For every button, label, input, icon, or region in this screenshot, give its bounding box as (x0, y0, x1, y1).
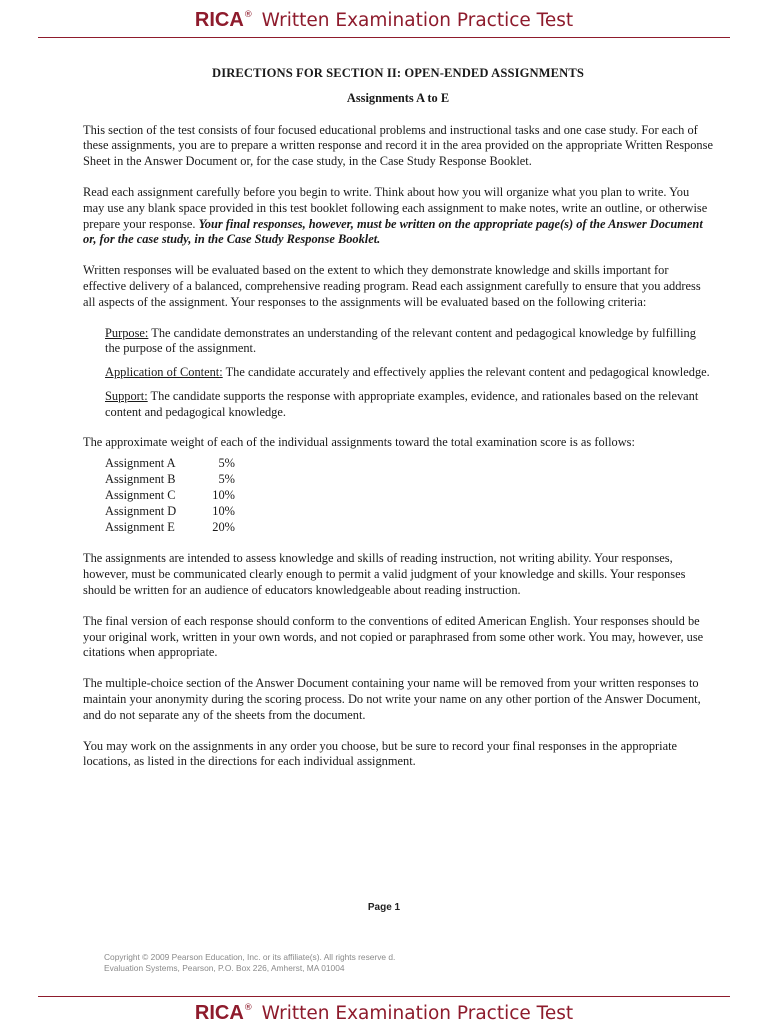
criterion-label: Purpose: (105, 325, 149, 340)
registered-mark: ® (243, 10, 253, 20)
criterion-application (105, 365, 713, 381)
criterion-label: Application of Content: (105, 365, 223, 380)
weight-value: 10% (212, 488, 235, 503)
weight-name: Assignment A (105, 456, 176, 471)
section-title: DIRECTIONS FOR SECTION II: OPEN-ENDED ASSIGNMENTS (212, 66, 584, 80)
criterion-text: The candidate demonstrates an understanding of the relevant content and pedagogical knowledge by fulfilling the purpose of the assignment. (105, 325, 696, 356)
weight-row (105, 456, 713, 472)
copyright-line: Copyright © 2009 Pearson Education, Inc. or its affiliate(s). All rights reserve d. (104, 952, 396, 962)
paragraph-assessment: The assignments are intended to assess knowledge and skills of reading instruction, not writing ability. Your responses, however, must be communicated clearly enough to permit a valid judgment of your knowledge and skills. Your responses should be written for an audience of educators knowledgeable about reading instruction. (83, 551, 686, 597)
weight-row (105, 472, 713, 488)
weight-row (105, 504, 713, 520)
paragraph-evaluation: Written responses will be evaluated based on the extent to which they demonstrate knowledge and skills important for effective delivery of a balanced, comprehensive reading program. Read each assignment carefully to ensure that you address all aspects of the assignment. Your responses to the assignments will be evaluated based on the following criteria: (83, 263, 701, 309)
header-title: Written Examination Practice Test (261, 10, 574, 31)
page-number: Page 1 (367, 902, 401, 913)
header-divider (38, 37, 730, 38)
weight-row (105, 488, 713, 504)
criterion-label: Support: (105, 388, 148, 403)
criterion-support (105, 389, 713, 421)
section-subtitle: Assignments A to E (346, 90, 450, 105)
address-line: Evaluation Systems, Pearson, P.O. Box 226, Amherst, MA 01004 (104, 963, 345, 973)
paragraph-conventions: The final version of each response should conform to the conventions of edited American English. Your responses should be your original work, written in your own words, and not copied or paraphrased from some other work. You may, however, use citations when appropriate. (83, 613, 704, 660)
weight-row (105, 520, 713, 536)
paragraph-intro: This section of the test consists of four focused educational problems and instructional tasks and one case study. For each of these assignments, you are to prepare a written response and record it in the area provided on the appropriate Written Response Sheet in the Answer Document or, for the case study, in the Case Study Response Booklet. (83, 122, 713, 169)
weight-name: Assignment D (105, 504, 177, 519)
copyright-notice (104, 952, 395, 974)
criteria-list (105, 326, 713, 421)
registered-mark: ® (243, 1003, 253, 1013)
weight-name: Assignment B (105, 472, 176, 487)
weight-value: 5% (218, 456, 235, 471)
weight-value: 10% (212, 504, 235, 519)
page-header (0, 9, 768, 32)
paragraph-order: You may work on the assignments in any order you choose, but be sure to record your final responses in the appropriate locations, as listed in the directions for each individual assignment. (83, 738, 678, 769)
weights-table (105, 456, 713, 536)
weight-name: Assignment E (105, 520, 175, 535)
paragraph-weights-intro: The approximate weight of each of the individual assignments toward the total examination score is as follows: (83, 434, 635, 449)
criterion-text: The candidate supports the response with appropriate examples, evidence, and rationales based on the relevant content and pedagogical knowledge. (105, 388, 699, 419)
criterion-purpose (105, 326, 713, 358)
footer-divider (38, 996, 730, 997)
paragraph-read-carefully (83, 185, 713, 248)
document-body (83, 66, 713, 785)
emphasis-text: Your final responses, however, must be written on the appropriate page(s) of the Answer Document or, for the case study, in the Case Study Response Booklet. (83, 216, 703, 247)
criterion-text: The candidate accurately and effectively applies the relevant content and pedagogical knowledge. (222, 365, 710, 380)
weight-value: 5% (218, 472, 235, 487)
footer-title: Written Examination Practice Test (261, 1003, 574, 1024)
paragraph-text: Read each assignment carefully before you begin to write. Think about how you will organize what you plan to write. You may use any blank space provided in this test booklet following each assignment to make notes, write an outline, or otherwise prepare your response. (83, 184, 708, 231)
weight-value: 20% (212, 520, 235, 535)
weight-name: Assignment C (105, 488, 176, 503)
page-footer-header (0, 1002, 768, 1025)
brand-logo-text: RICA (194, 1002, 244, 1024)
paragraph-anonymity: The multiple-choice section of the Answer Document containing your name will be removed from your written responses to maintain your anonymity during the scoring process. Do not write your name on any other portion of the Answer Document, and do not separate any of the sheets from the document. (83, 676, 701, 722)
brand-logo-text: RICA (194, 9, 244, 31)
